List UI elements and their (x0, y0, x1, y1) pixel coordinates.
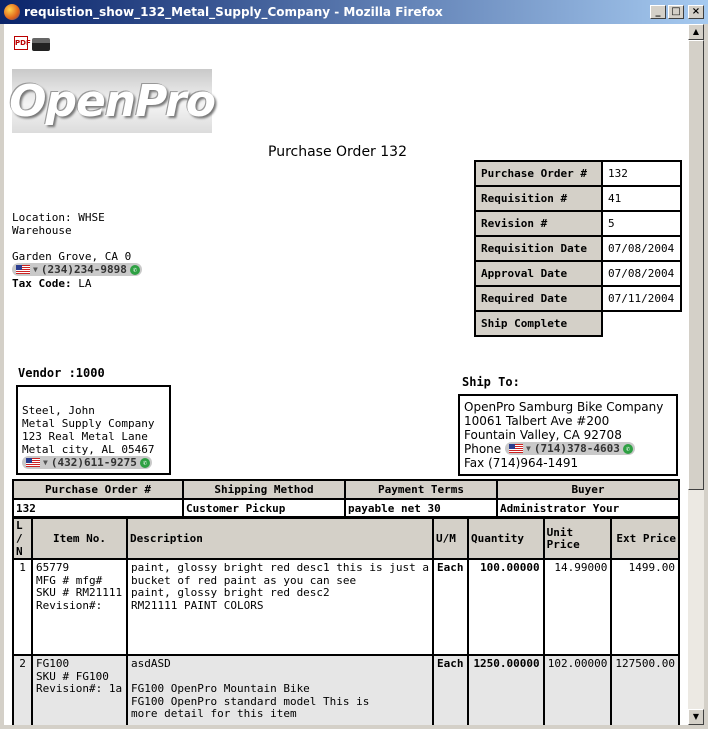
column-header-ext-price: Ext Price (611, 518, 679, 559)
cell-ext-price: 1499.00 (611, 559, 679, 655)
terms-header: Payment Terms (345, 480, 497, 499)
location-phone-number: (234)234-9898 (40, 263, 127, 276)
close-button[interactable]: × (688, 5, 704, 19)
location-phone[interactable] (12, 263, 142, 277)
column-header-description: Description (127, 518, 433, 559)
info-value: 41 (602, 186, 681, 211)
vendor-phone-number: (432)611-9275 (50, 456, 137, 469)
info-label: Revision # (475, 211, 602, 236)
info-value: 07/08/2004 (602, 261, 681, 286)
info-label: Requisition # (475, 186, 602, 211)
cell-unit-price: 102.00000 (544, 655, 612, 725)
location-warehouse: Warehouse (12, 224, 72, 237)
info-value: 5 (602, 211, 681, 236)
info-label: Requisition Date (475, 236, 602, 261)
page-viewport (4, 24, 688, 725)
call-icon[interactable]: ✆ (140, 458, 150, 468)
ship-to-title: Ship To: (462, 375, 520, 389)
chevron-down-icon: ▼ (33, 265, 38, 274)
column-header-um: U/M (433, 518, 468, 559)
vertical-scrollbar[interactable] (688, 24, 704, 725)
us-flag-icon (16, 265, 30, 274)
terms-value: 132 (13, 499, 183, 517)
info-value (602, 311, 681, 336)
ship-to-city: Fountain Valley, CA 92708 (464, 428, 622, 442)
firefox-icon (4, 4, 20, 20)
vendor-box (16, 385, 171, 475)
info-value: 07/08/2004 (602, 236, 681, 261)
ship-to-phone-number: (714)378-4603 (533, 441, 620, 455)
ship-to-phone-label: Phone (464, 442, 502, 456)
scroll-up-button[interactable]: ▲ (688, 24, 704, 40)
info-label: Purchase Order # (475, 161, 602, 186)
info-label: Ship Complete (475, 311, 602, 336)
window-frame-right (704, 24, 708, 729)
us-flag-icon (509, 444, 523, 453)
po-info-table (474, 160, 682, 337)
column-header-quantity: Quantity (468, 518, 544, 559)
info-value: 07/11/2004 (602, 286, 681, 311)
info-value: 132 (602, 161, 681, 186)
cell-description: paint, glossy bright red desc1 this is just a bucket of red paint as you can see paint, glossy bright red desc2 RM21111 PAINT COLORS (127, 559, 433, 655)
print-icon[interactable] (32, 38, 50, 51)
terms-header: Purchase Order # (13, 480, 183, 499)
vendor-name: Steel, John (22, 404, 95, 417)
column-header-item: Item No. (32, 518, 127, 559)
window-title: requistion_show_132_Metal_Supply_Company - Mozilla Firefox (24, 5, 443, 19)
minimize-button[interactable]: _ (650, 5, 666, 19)
terms-value: Administrator Your (497, 499, 679, 517)
cell-description: asdASD FG100 OpenPro Mountain Bike FG100 OpenPro standard model This is more detail for this item (127, 655, 433, 725)
vendor-title: Vendor :1000 (18, 366, 105, 380)
window-titlebar (0, 0, 708, 24)
vendor-company: Metal Supply Company (22, 417, 155, 430)
cell-unit-price: 14.99000 (544, 559, 612, 655)
location-city: Garden Grove, CA 0 (12, 250, 132, 263)
chevron-down-icon: ▼ (43, 458, 48, 467)
maximize-button[interactable]: □ (668, 5, 684, 19)
table-row (13, 559, 679, 655)
ship-to-company: OpenPro Samburg Bike Company (464, 400, 664, 414)
pdf-icon[interactable]: PDF (14, 36, 28, 50)
cell-ln: 2 (13, 655, 32, 725)
info-label: Approval Date (475, 261, 602, 286)
terms-table (12, 479, 680, 518)
cell-item: FG100 SKU # FG100 Revision#: 1a (32, 655, 127, 725)
cell-quantity: 100.00000 (468, 559, 544, 655)
cell-quantity: 1250.00000 (468, 655, 544, 725)
column-header-ln: L / N (13, 518, 32, 559)
tax-code-label: Tax Code: (12, 277, 72, 290)
ship-to-fax: Fax (714)964-1491 (464, 456, 579, 470)
window-frame-bottom (0, 725, 708, 729)
cell-um: Each (433, 655, 468, 725)
terms-value: Customer Pickup (183, 499, 345, 517)
vendor-city: Metal city, AL 05467 (22, 443, 155, 456)
vendor-address: 123 Real Metal Lane (22, 430, 148, 443)
info-label: Required Date (475, 286, 602, 311)
us-flag-icon (26, 458, 40, 467)
scrollbar-thumb[interactable] (688, 40, 704, 490)
terms-value: payable net 30 (345, 499, 497, 517)
ship-to-phone-widget[interactable] (505, 442, 635, 455)
tax-code (12, 277, 91, 290)
column-header-unit-price: Unit Price (544, 518, 612, 559)
page-title: Purchase Order 132 (268, 144, 407, 160)
call-icon[interactable]: ✆ (623, 444, 633, 454)
chevron-down-icon: ▼ (526, 443, 531, 453)
call-icon[interactable]: ✆ (130, 265, 140, 275)
cell-ext-price: 127500.00 (611, 655, 679, 725)
terms-header: Shipping Method (183, 480, 345, 499)
ship-to-address: 10061 Talbert Ave #200 (464, 414, 610, 428)
table-row (13, 655, 679, 725)
terms-header: Buyer (497, 480, 679, 499)
cell-um: Each (433, 559, 468, 655)
tax-code-value: LA (78, 277, 92, 290)
ship-to-phone (464, 442, 676, 456)
cell-item: 65779 MFG # mfg# SKU # RM21111 Revision#: (32, 559, 127, 655)
location-line: Location: WHSE (12, 211, 105, 224)
openpro-logo: OpenPro (12, 69, 212, 133)
vendor-phone[interactable] (22, 456, 169, 470)
ship-to-box (458, 394, 678, 476)
line-items-table (12, 517, 680, 725)
cell-ln: 1 (13, 559, 32, 655)
scroll-down-button[interactable]: ▼ (688, 709, 704, 725)
